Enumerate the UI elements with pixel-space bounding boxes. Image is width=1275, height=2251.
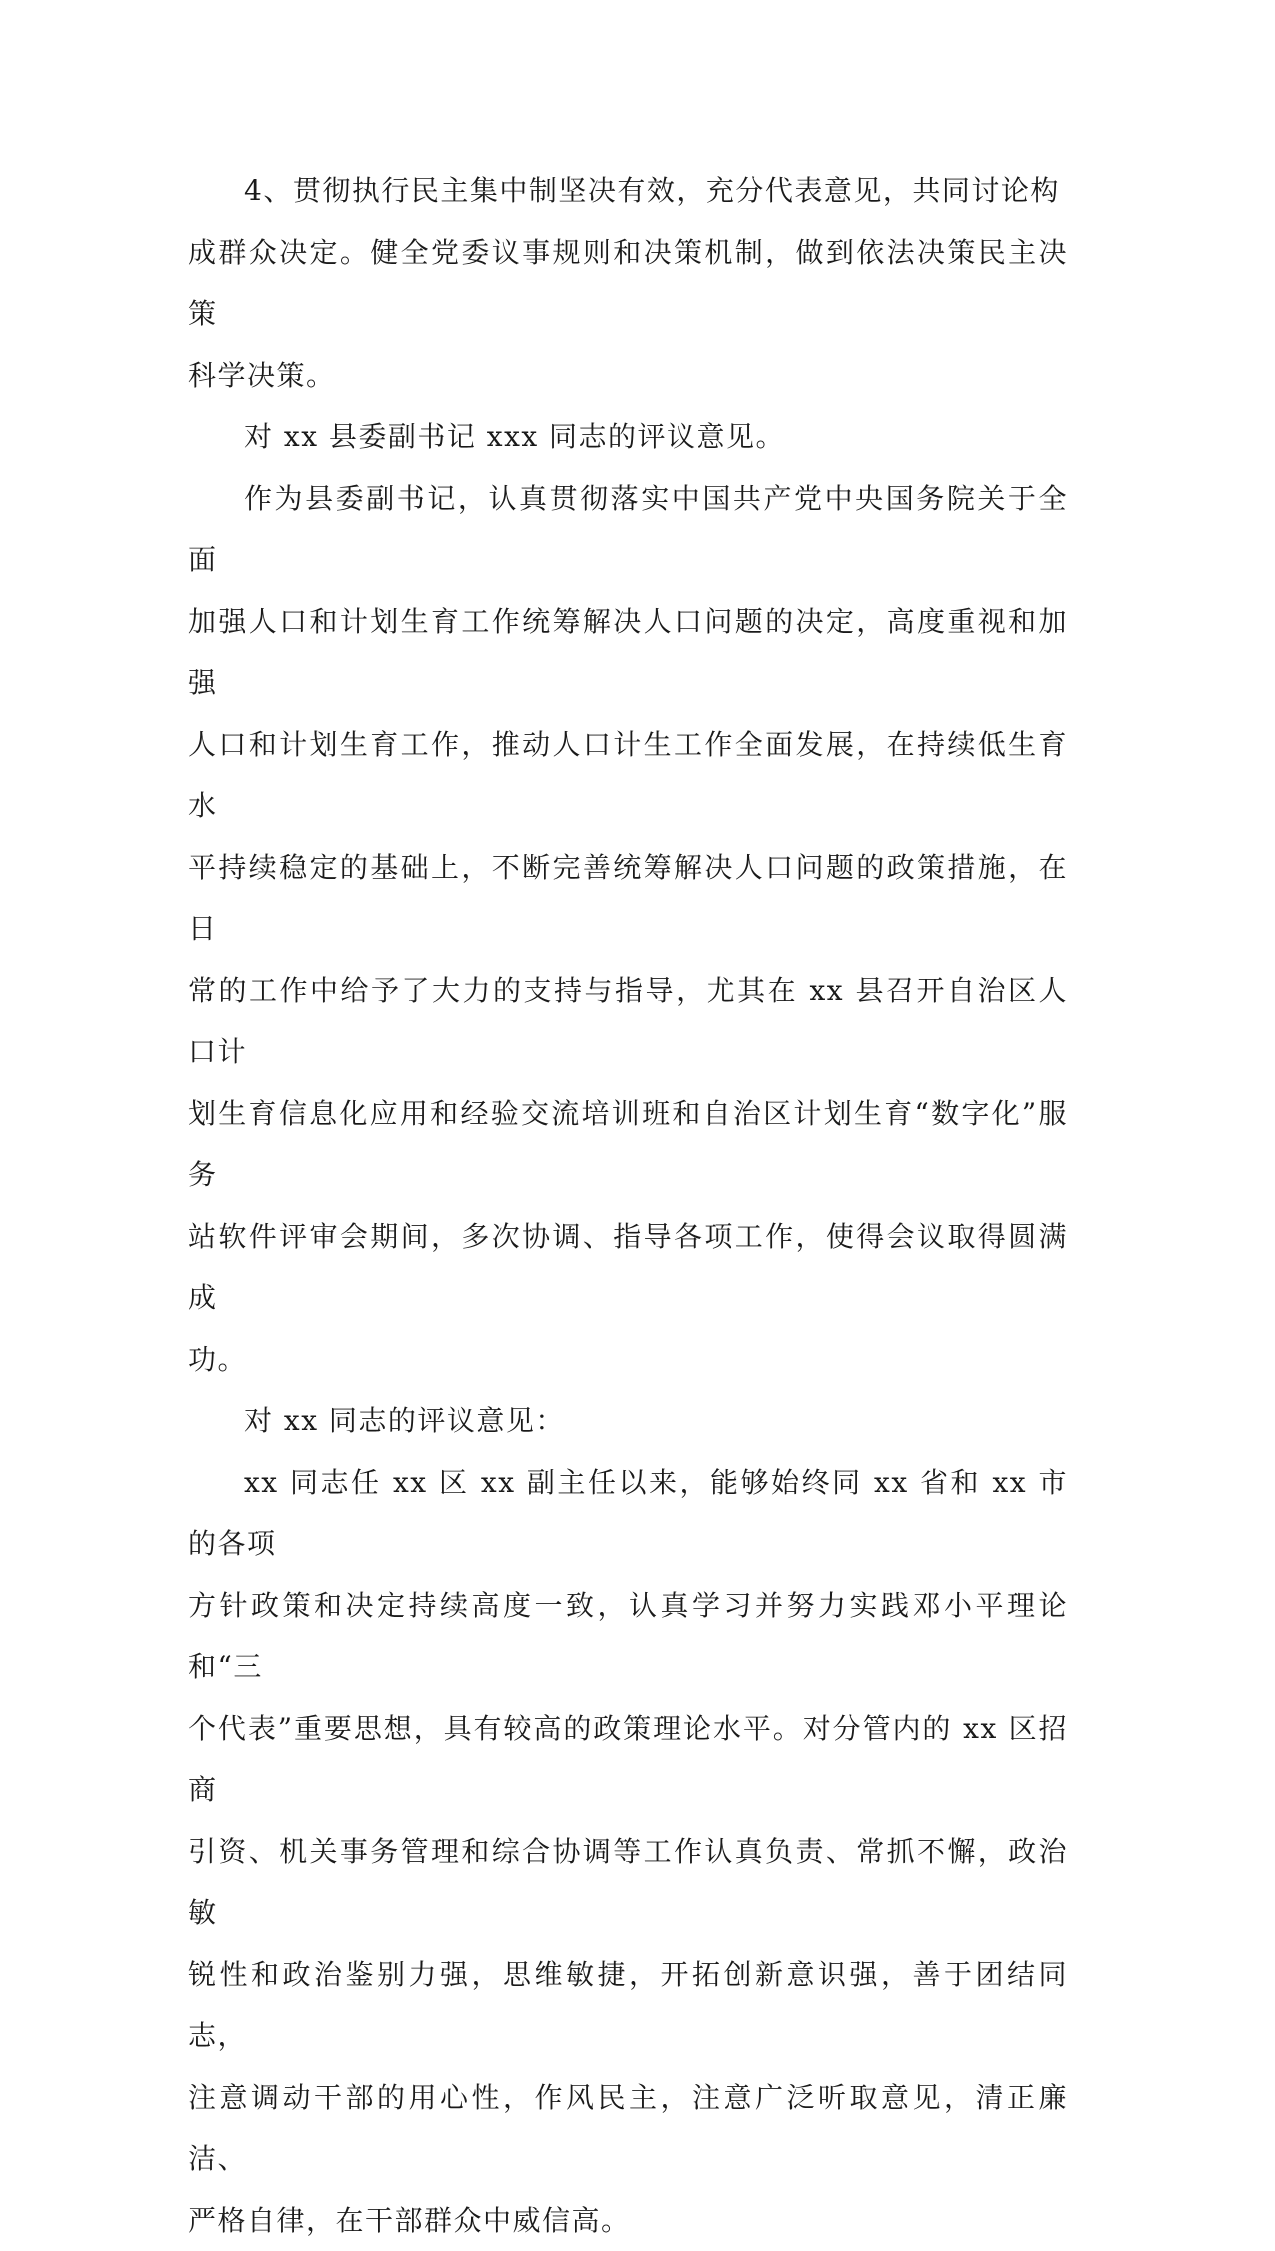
paragraph-comrade-heading: 对 xx 同志的评议意见： [188,1390,1068,1452]
paragraph-deputy-secretary-review: 作为县委副书记，认真贯彻落实中国共产党中央国务院关于全面 加强人口和计划生育工作统筹解决人口问题的决定，高度重视和加强 人口和计划生育工作，推动人口计生工作全面发展，在持续低生育水 平持续稳定的基础上，不断完善统筹解决人口问题的政策措施，在日 常的工作中给予了大力的支持与指导，尤其在 xx 县召开自治区人口计 划生育信息化应用和经验交流培训班和自治区计划生育“数字化”服务 站软件评审会期间，多次协调、指导各项工作，使得会议取得圆满成 功。 [188,468,1068,1391]
paragraph-item-4: 4、贯彻执行民主集中制坚决有效，充分代表意见，共同讨论构 成群众决定。健全党委议事规则和决策机制，做到依法决策民主决策 科学决策。 [188,160,1068,406]
paragraph-deputy-secretary-heading: 对 xx 县委副书记 xxx 同志的评议意见。 [188,406,1068,468]
document-body [188,160,1068,2251]
paragraph-comrade-review: xx 同志任 xx 区 xx 副主任以来，能够始终同 xx 省和 xx 市的各项 方针政策和决定持续高度一致，认真学习并努力实践邓小平理论和“三 个代表”重要思想，具有较高的政策理论水平。对分管内的 xx 区招商 引资、机关事务管理和综合协调等工作认真负责、常抓不懈，政治敏 锐性和政治鉴别力强，思维敏捷，开拓创新意识强，善于团结同志， 注意调动干部的用心性，作风民主，注意广泛听取意见，清正廉洁、 严格自律，在干部群众中威信高。 [188,1452,1068,2251]
